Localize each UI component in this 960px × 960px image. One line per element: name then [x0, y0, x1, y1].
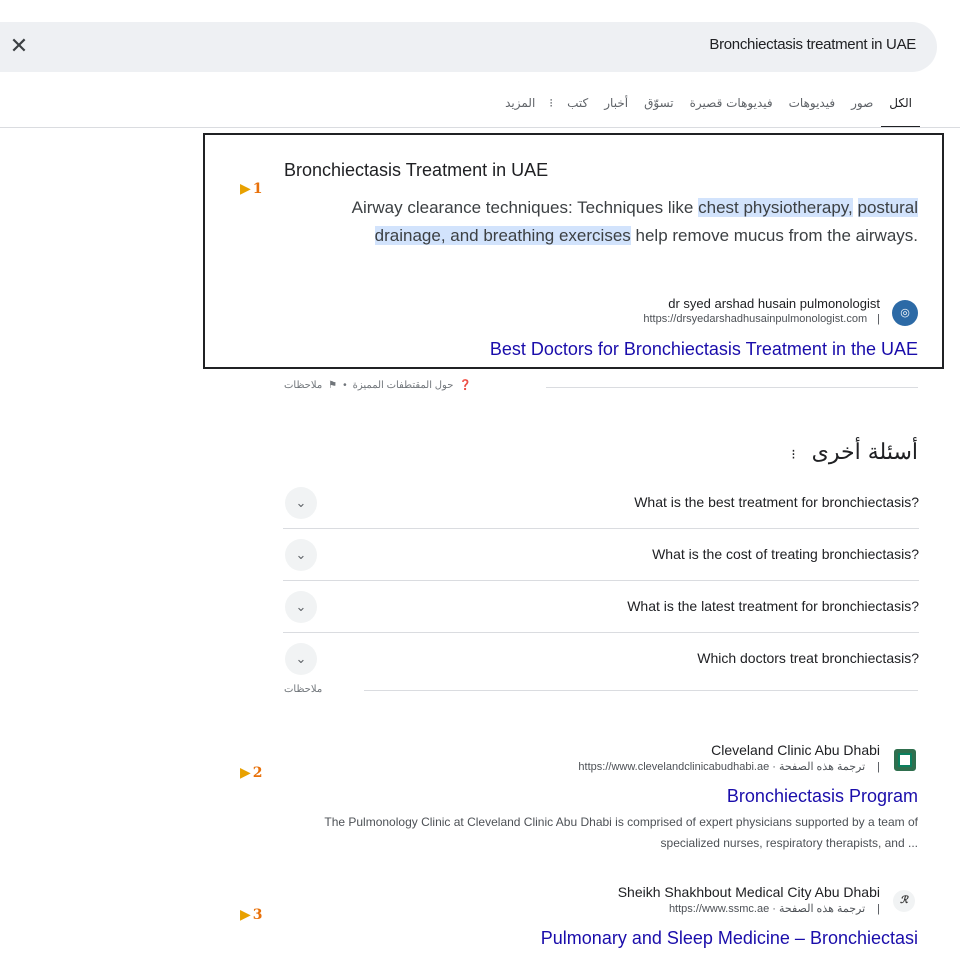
about-snippets-link[interactable]: حول المقتطفات المميزة: [352, 380, 454, 391]
marker-2: ▶ 2: [240, 765, 263, 781]
tab-all[interactable]: الكل: [881, 92, 920, 128]
feedback-link[interactable]: ملاحظات: [284, 380, 323, 391]
paa-item[interactable]: [283, 633, 919, 685]
tabs-divider: [0, 127, 960, 128]
paa-item[interactable]: [283, 529, 919, 581]
snippet-text: Airway clearance techniques: Techniques like chest physiotherapy, postural drainage, and breathing exercises help remove mucus from the airways.: [351, 198, 918, 245]
result-site-name[interactable]: Cleveland Clinic Abu Dhabi: [711, 742, 880, 758]
tab-shopping[interactable]: تسوّق: [644, 96, 674, 110]
close-icon[interactable]: ✕: [9, 33, 29, 58]
search-query[interactable]: Bronchiectasis treatment in UAE: [709, 36, 916, 53]
paa-question[interactable]: Which doctors treat bronchiectasis?: [697, 650, 919, 666]
tab-news[interactable]: أخبار: [604, 96, 629, 110]
result-title-link[interactable]: Pulmonary and Sleep Medicine – Bronchiectasi: [540, 928, 918, 948]
result-description: The Pulmonology Clinic at Cleveland Clinic Abu Dhabi is comprised of expert physicians supported by a team of specialized nurses, respiratory therapists, and ...: [324, 815, 918, 850]
paa-question[interactable]: What is the latest treatment for bronchiectasis?: [627, 598, 919, 614]
tab-videos[interactable]: فيديوهات: [788, 96, 836, 110]
help-icon: ❓: [459, 380, 472, 391]
snippet-title: Bronchiectasis Treatment in UAE: [284, 160, 549, 180]
tab-short-videos[interactable]: فيديوهات قصيرة: [689, 96, 773, 110]
site-favicon: ◎: [892, 300, 918, 326]
marker-1: ▶ 1: [240, 181, 263, 197]
chevron-down-icon[interactable]: ⌄: [285, 643, 317, 675]
divider: [364, 690, 918, 691]
result-url[interactable]: https://www.clevelandclinicabudhabi.ae · ترجمة هذه الصفحة |: [578, 761, 880, 773]
chevron-down-icon[interactable]: ⌄: [285, 539, 317, 571]
snippet-feedback-row: ملاحظات ⚑ • حول المقتطفات المميزة ❓: [284, 380, 918, 396]
snippet-source-name[interactable]: dr syed arshad husain pulmonologist: [668, 296, 880, 311]
snippet-result-link[interactable]: Best Doctors for Bronchiectasis Treatment in the UAE: [489, 339, 918, 359]
result-site-name[interactable]: Sheikh Shakhbout Medical City Abu Dhabi: [617, 884, 880, 900]
divider: [546, 387, 918, 388]
tab-books[interactable]: كتب: [567, 96, 589, 110]
marker-3: ▶ 3: [240, 907, 263, 923]
snippet-source-url[interactable]: https://drsyedarshadhusainpulmonologist.com |: [643, 313, 880, 325]
search-tabs: [497, 92, 920, 128]
cleveland-clinic-favicon: [894, 749, 916, 771]
ssmc-favicon: ℛ: [893, 890, 915, 912]
tab-images[interactable]: صور: [851, 96, 874, 110]
result-url[interactable]: https://www.ssmc.ae · ترجمة هذه الصفحة |: [668, 903, 880, 915]
snippet-highlight: postural drainage, and breathing exercises: [374, 198, 918, 245]
paa-question[interactable]: What is the best treatment for bronchiectasis?: [634, 494, 919, 510]
paa-question[interactable]: What is the cost of treating bronchiectasis?: [652, 546, 919, 562]
paa-item[interactable]: [283, 581, 919, 633]
paa-title: ⁝ أسئلة أخرى: [791, 440, 918, 465]
result-title-link[interactable]: Bronchiectasis Program: [726, 786, 918, 806]
chevron-down-icon[interactable]: ⌄: [285, 591, 317, 623]
feedback-link[interactable]: ملاحظات: [284, 684, 323, 695]
paa-item[interactable]: [283, 477, 919, 529]
tab-more[interactable]: المزيد: [505, 96, 536, 110]
snippet-highlight: chest physiotherapy,: [698, 198, 853, 217]
paa-feedback-row: [284, 684, 918, 698]
paa-list: [283, 477, 919, 685]
feedback-icon: ⚑: [328, 380, 338, 391]
chevron-down-icon[interactable]: ⌄: [285, 487, 317, 519]
tabs-separator: ⁝: [549, 96, 554, 110]
